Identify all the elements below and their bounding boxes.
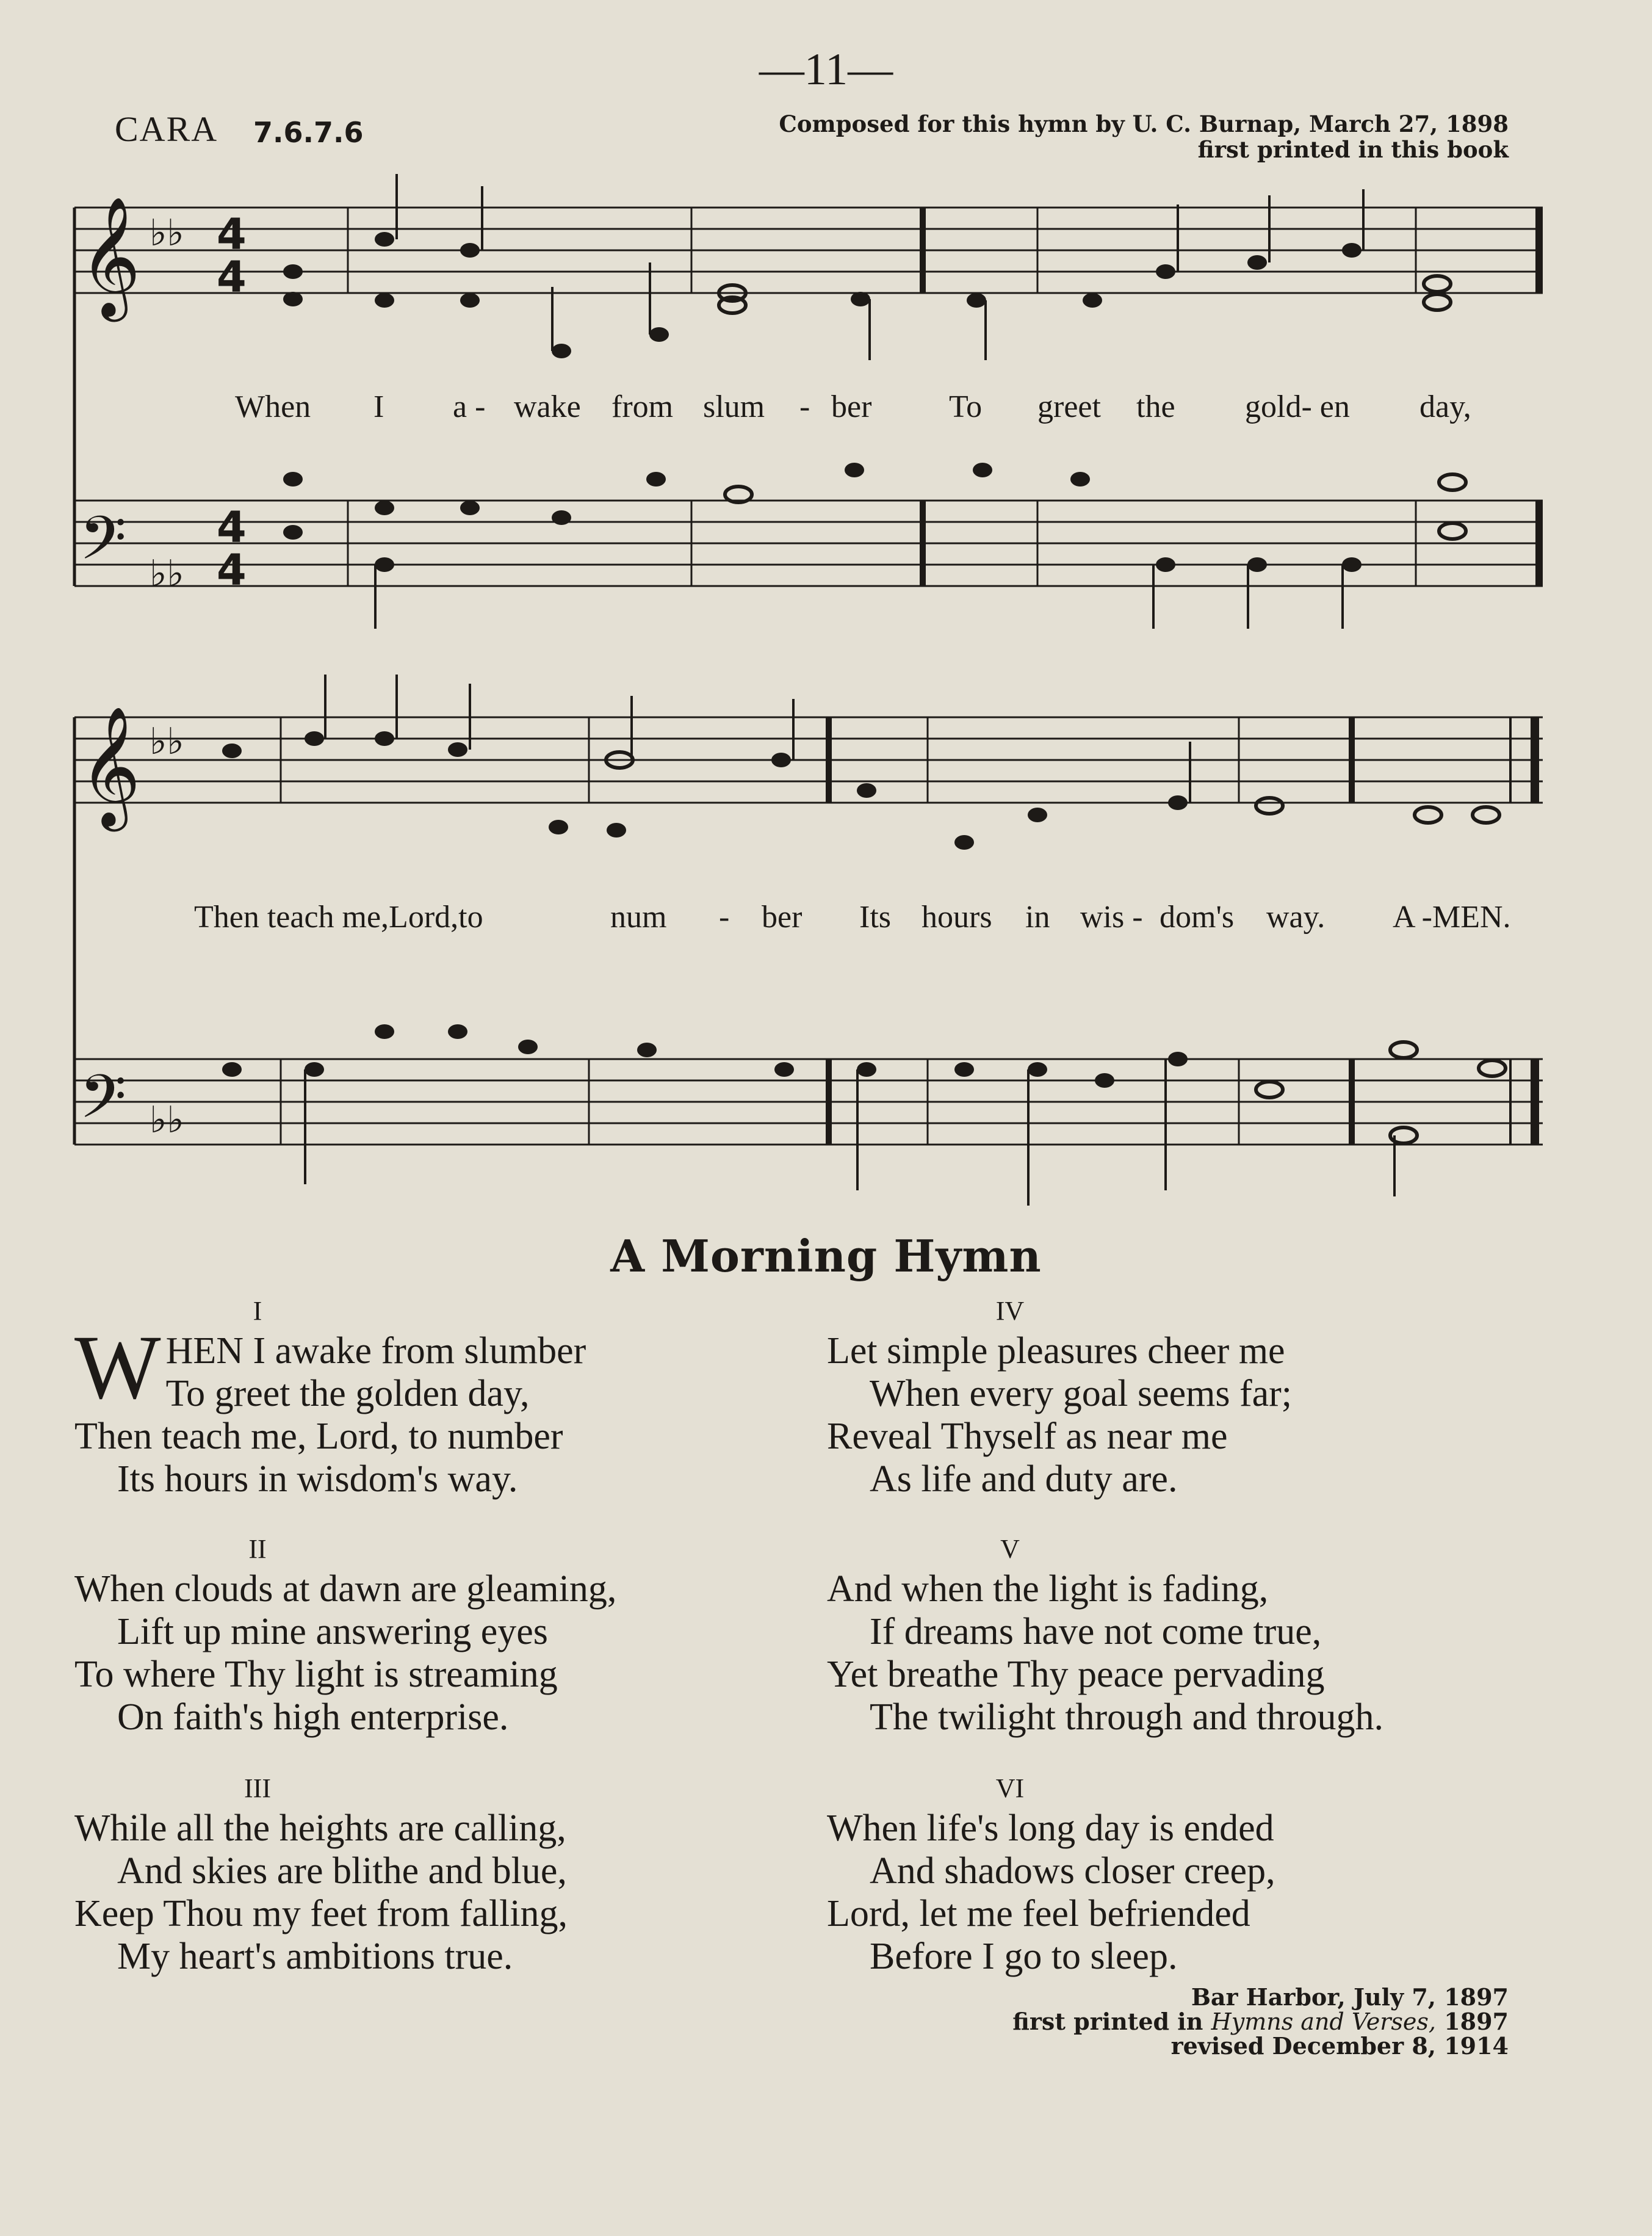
key-signature-flats: ♭♭ <box>150 720 184 763</box>
time-signature: 4 <box>217 252 247 302</box>
footer-line: first printed in Hymns and Verses, 1897 <box>1012 2008 1509 2035</box>
lyric-syllable: - <box>799 389 810 424</box>
page-number: —11— <box>759 45 893 95</box>
system2-bass-staff <box>74 1059 1543 1145</box>
system1-treble-staff <box>74 208 1543 293</box>
verse-line: WHEN I awake from slumber <box>74 1317 586 1418</box>
lyric-syllable: ber <box>762 900 803 935</box>
lyric-syllable: gold- en <box>1245 389 1350 424</box>
footer-line: revised December 8, 1914 <box>1170 2032 1509 2060</box>
hymn-title: A Morning Hymn <box>610 1230 1042 1282</box>
key-signature-flats: ♭♭ <box>150 1099 184 1142</box>
lyric-syllable: from <box>611 389 674 424</box>
verse-line: Then teach me, Lord, to number <box>74 1416 563 1457</box>
drop-cap: W <box>74 1317 161 1418</box>
footer-line: Bar Harbor, July 7, 1897 <box>1191 1983 1509 2011</box>
verse-number: V <box>1000 1534 1020 1564</box>
verse-line: And skies are blithe and blue, <box>117 1850 567 1892</box>
verse-number: IV <box>995 1296 1025 1326</box>
verse-line: To greet the golden day, <box>165 1373 530 1414</box>
system2-treble-staff <box>74 717 1543 803</box>
verse-line: Before I go to sleep. <box>870 1936 1178 1977</box>
verse-3 <box>74 1770 568 1978</box>
footer-note <box>1012 1985 1509 2058</box>
tune-name: CARA <box>115 109 218 149</box>
key-signature-flats: ♭♭ <box>150 552 184 595</box>
amen-label: A -MEN. <box>1393 900 1511 935</box>
verse-line: When life's long day is ended <box>827 1807 1274 1849</box>
verse-line: As life and duty are. <box>870 1458 1178 1500</box>
verse-line: And shadows closer creep, <box>870 1850 1275 1892</box>
book-title: Hymns and Verses, <box>1211 2008 1436 2035</box>
verse-line: Reveal Thyself as near me <box>827 1416 1228 1457</box>
lyric-syllable: When <box>235 389 311 424</box>
lyric-syllable: num <box>610 900 667 935</box>
verse-4 <box>827 1293 1292 1500</box>
bass-clef-icon: 𝄢 <box>79 504 127 588</box>
verse-line: On faith's high enterprise. <box>117 1696 509 1738</box>
verse-line: If dreams have not come true, <box>870 1611 1322 1652</box>
time-signature: 4 <box>217 209 247 259</box>
verse-2 <box>74 1531 616 1739</box>
treble-clef-icon: 𝄞 <box>79 706 141 827</box>
stems <box>305 174 1394 1206</box>
composer-line: Composed for this hymn by U. C. Burnap, March 27, 1898 <box>779 110 1509 137</box>
lyric-syllable: greet <box>1037 389 1101 424</box>
lyric-syllable: To <box>949 389 983 424</box>
first-printed-line: first printed in this book <box>1197 136 1509 163</box>
lyric-syllable: Then teach me,Lord,to <box>194 900 483 935</box>
time-signature: 4 <box>217 545 247 595</box>
lyric-syllable: ber <box>831 389 872 424</box>
verse-1 <box>74 1293 586 1500</box>
lyric-syllable: wis - <box>1080 900 1143 935</box>
bass-clef-icon: 𝄢 <box>79 1062 127 1147</box>
lyric-syllable: I <box>373 389 384 424</box>
treble-clef-icon: 𝄞 <box>79 196 141 317</box>
key-signature-flats: ♭♭ <box>150 212 184 255</box>
lyric-syllable: slum <box>703 389 765 424</box>
system1-bass-staff <box>74 501 1543 586</box>
tune-meter: 7.6.7.6 <box>253 116 364 149</box>
verse-line: While all the heights are calling, <box>74 1807 566 1849</box>
verse-number: I <box>253 1296 262 1326</box>
verse-line: When clouds at dawn are gleaming, <box>74 1568 617 1610</box>
lyric-syllable: dom's <box>1160 900 1235 935</box>
time-signature: 4 <box>217 502 247 552</box>
noteheads <box>222 232 1362 1088</box>
lyric-syllable: day, <box>1419 389 1471 424</box>
verse-line: Its hours in wisdom's way. <box>117 1458 518 1500</box>
verse-line: And when the light is fading, <box>827 1568 1269 1610</box>
verse-line: When every goal seems far; <box>870 1373 1293 1414</box>
verse-line: Lift up mine answering eyes <box>117 1611 548 1652</box>
verse-line: The twilight through and through. <box>870 1696 1384 1738</box>
lyric-syllable: Its <box>859 900 891 935</box>
verse-number: II <box>248 1534 267 1564</box>
verse-line: Lord, let me feel befriended <box>827 1893 1250 1934</box>
verse-number: III <box>244 1773 271 1803</box>
verse-5 <box>827 1531 1383 1739</box>
verse-line: Let simple pleasures cheer me <box>827 1330 1285 1372</box>
lyric-syllable: way. <box>1266 900 1326 935</box>
lyric-syllable: - <box>719 900 730 935</box>
verse-6 <box>827 1770 1275 1978</box>
verse-line: To where Thy light is streaming <box>74 1654 558 1695</box>
lyric-syllable: the <box>1136 389 1175 424</box>
lyric-syllable: wake <box>514 389 581 424</box>
lyric-syllable: a - <box>453 389 486 424</box>
lyric-syllable: hours <box>922 900 992 935</box>
verse-number: VI <box>995 1773 1025 1803</box>
verse-line: Keep Thou my feet from falling, <box>74 1893 568 1934</box>
verse-line: Yet breathe Thy peace pervading <box>827 1654 1325 1695</box>
lyric-syllable: in <box>1025 900 1050 935</box>
verse-line: My heart's ambitions true. <box>117 1936 513 1977</box>
